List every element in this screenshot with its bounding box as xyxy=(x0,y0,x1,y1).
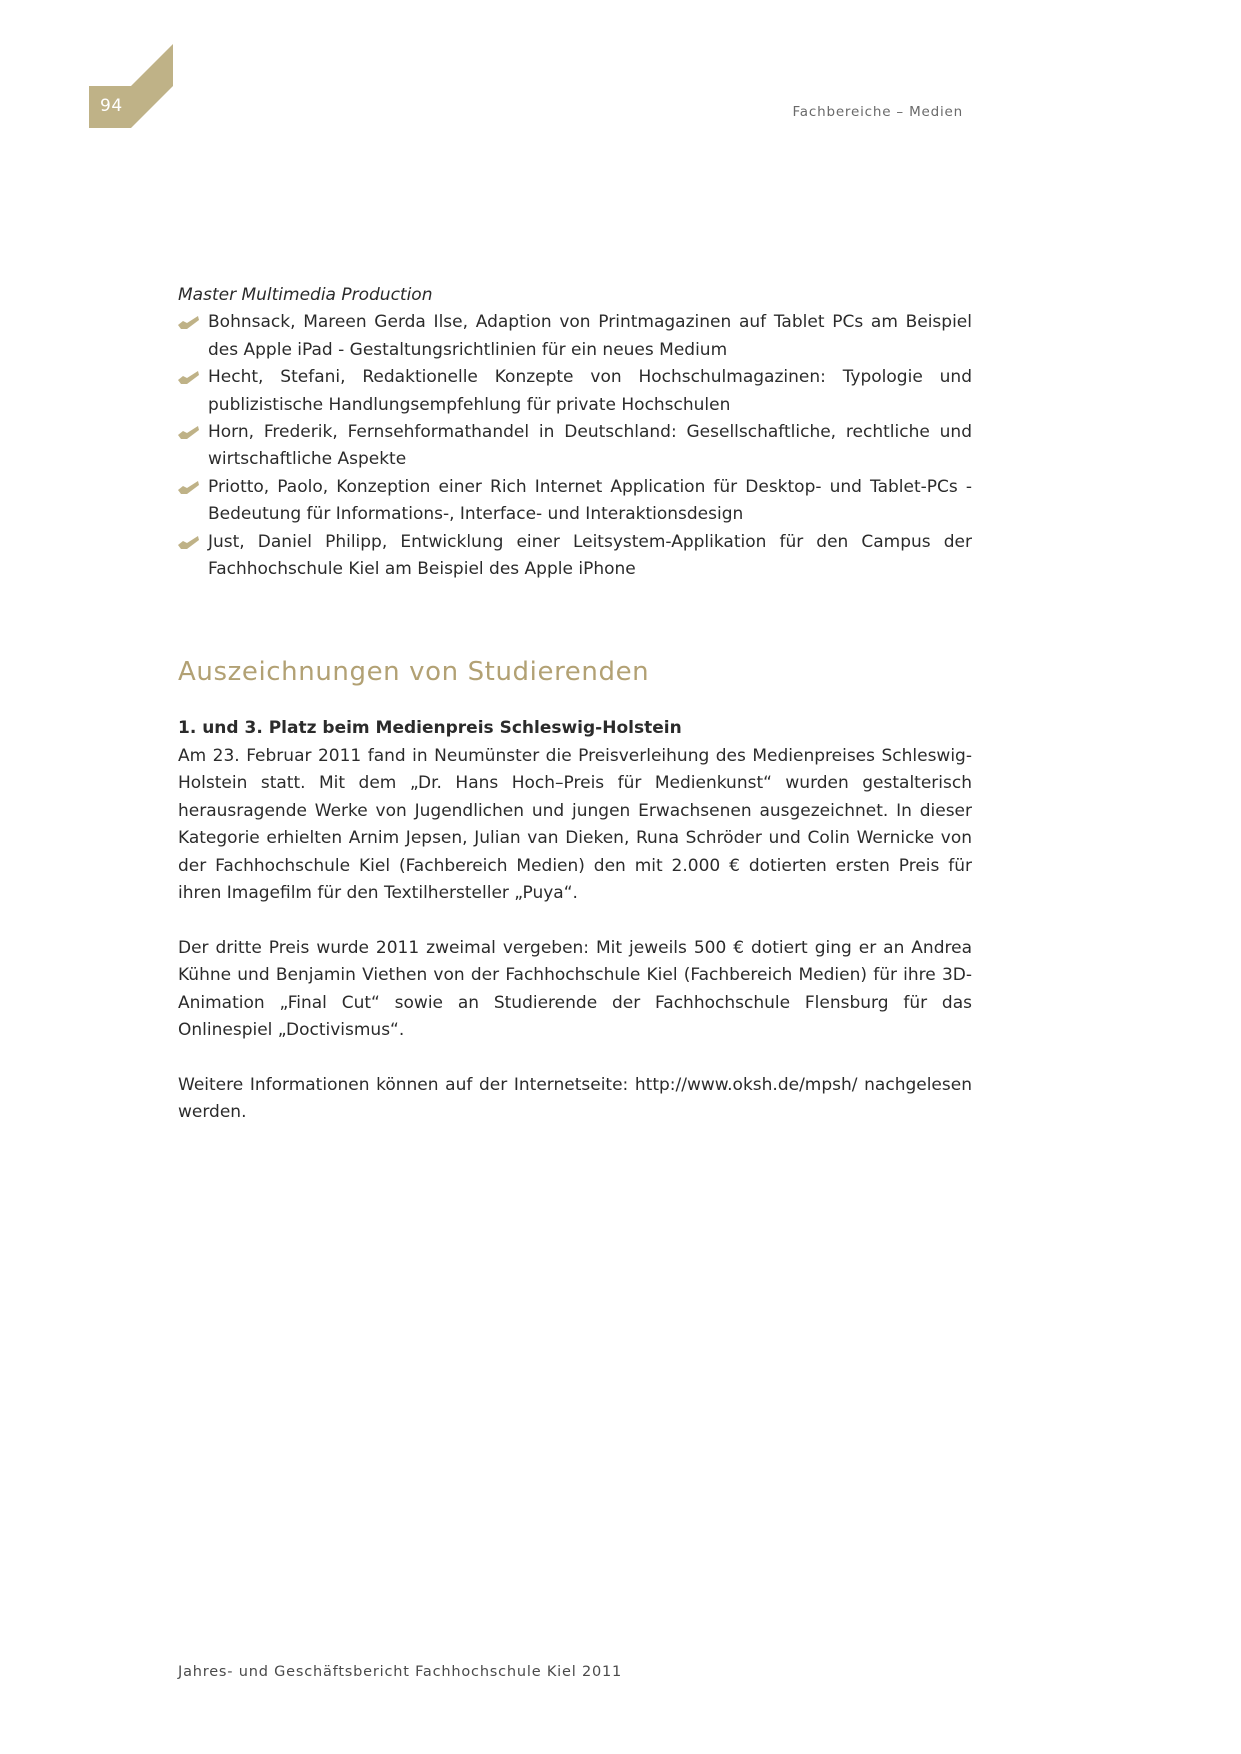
page-number: 94 xyxy=(100,96,123,116)
list-item xyxy=(178,529,972,584)
footer: Jahres- und Geschäftsbericht Fachhochschule Kiel 2011 xyxy=(178,1664,623,1680)
running-head: Fachbereiche – Medien xyxy=(792,104,963,120)
award-title: 1. und 3. Platz beim Medienpreis Schleswig-Holstein xyxy=(178,718,682,739)
list-item xyxy=(178,309,972,364)
section-heading: Auszeichnungen von Studierenden xyxy=(178,657,650,688)
list-item xyxy=(178,474,972,529)
list-item xyxy=(178,364,972,419)
list-item-text: Bohnsack, Mareen Gerda Ilse, Adaption von Printmagazinen auf Tablet PCs am Beispiel des Apple iPad - Gestaltungsrichtlinien für ein neues Medium xyxy=(208,312,972,360)
bullet-check-icon xyxy=(178,426,199,440)
paragraph: Weitere Informationen können auf der Internetseite: http://www.oksh.de/mpsh/ nachgelesen werden. xyxy=(178,1074,972,1123)
list-item-text: Hecht, Stefani, Redaktionelle Konzepte von Hochschulmagazinen: Typologie und publizistische Handlungsempfehlung für private Hochschulen xyxy=(208,367,972,415)
section-label: Master Multimedia Production xyxy=(178,285,433,305)
list-item-text: Horn, Frederik, Fernsehformathandel in Deutschland: Gesellschaftliche, rechtliche und wirtschaftliche Aspekte xyxy=(208,422,972,470)
thesis-list xyxy=(178,309,972,583)
list-item-text: Just, Daniel Philipp, Entwicklung einer Leitsystem-Applikation für den Campus der Fachhochschule Kiel am Beispiel des Apple iPhone xyxy=(208,531,972,580)
bullet-check-icon xyxy=(178,536,199,550)
bullet-check-icon xyxy=(178,481,199,495)
paragraph: Am 23. Februar 2011 fand in Neumünster die Preisverleihung des Medienpreises Schleswig-Holstein statt. Mit dem „Dr. Hans Hoch–Preis für Medienkunst“ wurden gestalterisch herausragende Werke von Jugendlichen und jungen Erwachsenen ausgezeichnet. In dieser Kategorie erhielten Arnim Jepsen, Julian van Dieken, Runa Schröder und Colin Wernicke von der Fachhochschule Kiel (Fachbereich Medien) den mit 2.000 € dotierten ersten Preis für ihren Imagefilm für den Textilhersteller „Puya“. xyxy=(178,745,972,903)
list-item xyxy=(178,419,972,474)
bullet-check-icon xyxy=(178,316,199,330)
bullet-check-icon xyxy=(178,371,199,385)
list-item-text: Priotto, Paolo, Konzeption einer Rich Internet Application für Desktop- und Tablet-PCs - Bedeutung für Informations-, Interface- und Interaktionsdesign xyxy=(208,476,972,525)
main-content xyxy=(178,282,972,1127)
paragraph: Der dritte Preis wurde 2011 zweimal vergeben: Mit jeweils 500 € dotiert ging er an Andrea Kühne und Benjamin Viethen von der Fachhochschule Kiel (Fachbereich Medien) für ihre 3D-Animation „Final Cut“ sowie an Studierende der Fachhochschule Flensburg für das Onlinespiel „Doctivismus“. xyxy=(178,937,972,1040)
